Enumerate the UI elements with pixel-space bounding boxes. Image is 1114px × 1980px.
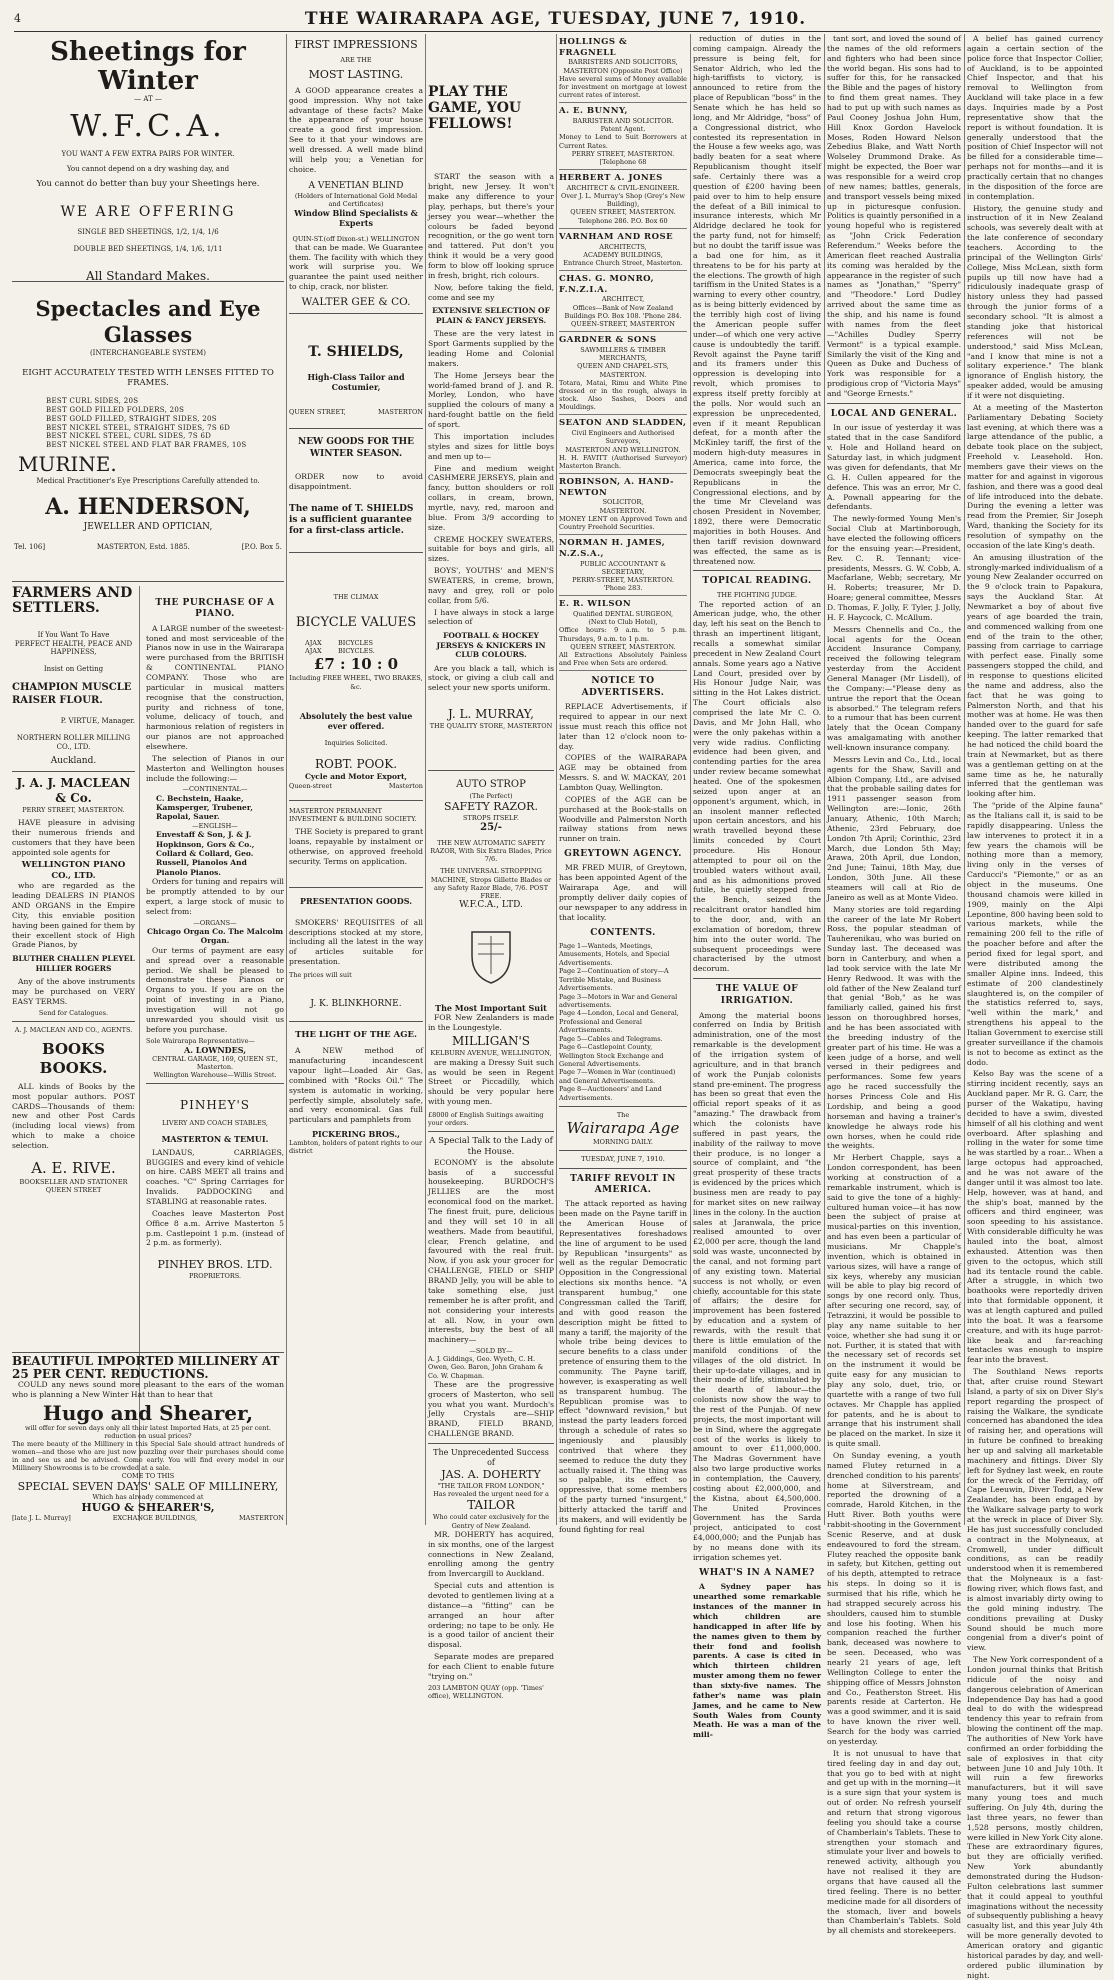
ad-text: AJAX AJAX — [305, 639, 322, 656]
ad-text: This importation includes styles and sizes for little boys and men up to— — [428, 431, 554, 461]
ad-brand: ROBT. POOK. — [314, 757, 398, 772]
ad-text: Fine and medium weight CASHMERE JERSEYS, plain and fancy, button shoulders or roll collars, in cream, brown, myrtle, navy, red, maroon and blue. From 3/9 according to size. — [428, 463, 554, 532]
ad-text: QUIN-ST.(off Dixon-st.) WELLINGTON — [292, 234, 420, 243]
ad-text: PERFECT HEALTH, PEACE AND HAPPINESS, — [14, 639, 133, 657]
card-text: ACADEMY BUILDINGS, — [583, 250, 663, 259]
ad-text: Special cuts and attention is devoted to gentlemen living at a distance—a "fitting" can be arranged an hour after ordering; no tape to be only. He is a good tailor of ancient their disposal. — [428, 1581, 554, 1650]
ad-text: DOUBLE BED SHEETINGS, 1/4, 1/6, 1/11 — [73, 244, 223, 253]
ad-text: 203 LAMBTON QUAY (opp. 'Times' office), WELLINGTON. — [428, 1683, 544, 1700]
card-title: SEATON AND SLADDEN, — [559, 418, 687, 429]
card-title: HERBERT A. JONES — [559, 173, 663, 184]
ad-text: LANDAUS, CARRIAGES, BUGGIES and every kind of vehicle on hire. CABS MEET all trains and coaches. "C" Spring Carriages for Invalids. PADDOCKING and STABLING at reasonable rates. — [146, 1147, 284, 1207]
ad-text: —ENGLISH— — [192, 821, 238, 830]
card-text: Civil Engineers and Authorised Surveyors, — [571, 429, 675, 446]
ad-text: HUGO & SHEARER'S, — [81, 1500, 215, 1514]
ad-text: that can be made. We Guarantee them. The facility with which they work will surprise you. We guarantee the paint used neither to chip, crack, nor blister. — [289, 242, 423, 292]
article-text: COPIES of the AGE can be purchased at the Book-stalls on Woodville and Palmerston North railway stations from news runner on train. — [559, 794, 687, 844]
ad-brand: A. E. RIVE. — [31, 1158, 116, 1177]
ad-text: A. LOWNDES, — [184, 1044, 246, 1055]
news-item: History, the genuine study and instruction of it in New Zealand schools, was severely dealt with at the late conference of secondary teachers. According to the principal of the Wellington Girls' College, Miss McLean, sixth form pupils up till now have had a ridiculously inadequate grasp of history unless they had passed through the junior forms of a secondary school. "It is almost a standing joke that historical references will not be understood," said Miss McLean, "and I know that mine is not a solitary experience." The blank ignorance of English history, the speaker added, would be amusing if it were not disquieting. — [967, 203, 1103, 400]
column-1 — [12, 34, 284, 1524]
price-list-item: BEST CURL SIDES, 20S — [46, 397, 139, 406]
ad-text: The Home Jerseys bear the world-famed brand of J. and R. Morley, London, who have supplied the colours of many a hard-fought battle on the field of sport. — [428, 370, 554, 430]
article-subhead: THE FIGHTING JUDGE. — [717, 591, 797, 600]
ad-text: KELBURN AVENUE, WELLINGTON, — [430, 1049, 552, 1058]
ad-text: STROPS ITSELF. — [463, 814, 519, 823]
ad-headline: J. A. J. MACLEAN & Co. — [16, 775, 131, 806]
crest-emblem — [428, 926, 554, 989]
ad-text: Absolutely the best value ever offered. — [299, 710, 413, 731]
ad-text: SMOKERS' REQUISITES of all descriptions stocked at my store, including all the latest in the way of articles suitable for presentation. — [289, 917, 423, 967]
ad-text: ECONOMY is the absolute basis of a successful housekeeping. BURDOCH'S JELLIES are the most economical food on the market. The finest fruit, pure, delicious and they will set 10 in all weathers. Made from beautiful, clear, French gelatine, and favoured with the real fruit. Now, if you ask your grocer for CHALLENGE, FIELD or SHIP BRAND Jelly, you will be able to take something else, just remember he is after profit, and not considering your interests at all. Now, in your own interests, buy the best of all machinery— — [428, 1157, 554, 1345]
ad-text: EXTENSIVE SELECTION OF PLAIN & FANCY JERSEYS. — [432, 306, 550, 325]
ad-text: You cannot depend on a dry washing day, and — [66, 164, 230, 173]
ad-text: BOOKSELLER AND STATIONER QUEEN STREET — [19, 1177, 128, 1194]
ad-text: MASTERTON — [238, 1513, 284, 1522]
card-text: Totara, Matai, Rimu and White Pine dressed or in the rough, always in stock. Also Sashes, Doors and Mouldings. — [559, 378, 687, 412]
contents-list — [559, 942, 687, 1102]
card-text: SAWMILLERS & TIMBER MERCHANTS, — [580, 345, 666, 363]
news-item: A belief has gained currency again a certain section of the police force that Inspector Collier, of Auckland, is to be appointed Chief Inspector, and that his removal to Wellington from Auckland will take place in a few days. Inquiries made by a Post representative show that the report is without foundation. It is generally understood that the position of Chief Inspector will not be filled for a considerable time—perhaps not for months—and it is practically certain that no changes in the disposition of the force are in contemplation. — [967, 34, 1103, 201]
ad-brand: SAFETY RAZOR. — [444, 800, 538, 814]
card-title: VARNHAM AND ROSE — [559, 231, 674, 242]
news-item: At a meeting of the Masterton Parliamentary Debating Society last evening, at which there was a large attendance of the public, a debate took place on the subject, Freehold v. Leasehold. Hon. members gave their views on the matter for and against in vigorous fashion, and there was a good deal of life introduced into the debate. During the evening a letter was read from the Premier, Sir Joseph Ward, thanking the Society for its resolution of sympathy on the occasion of the late King's death. — [967, 402, 1103, 550]
ad-text: MASTERTON, Estd. 1885. — [96, 543, 190, 552]
ad-text: If You Want To Have — [37, 630, 110, 639]
ad-text: will offer for seven days only all their latest Imported Hats, at 25 per cent. reduction on usual prices? — [25, 1423, 271, 1440]
ad-text: (The Perfect) — [469, 792, 513, 801]
news-item: Mr Herbert Chapple, says a London correspondent, has been working at construction of a remarkable instrument, which is said to give the tone of a highly-cultured human voice—it has now been the subject of praise at musical-parties on this invention, and has even been a particular of musicians. Mr Chapple's invention, which is obtained in various sizes, will have a range of six keys, whereby any musician will be able to play big record of songs by one record only. Thus, after securing one record, say, of Tetrazzini, it would be possible to play any name suitable to her voice, whether she had sung it or not. Further, it is stated that with the necessary set of records set on the instrument it would be quite easy for any musician to play any solo, duet, trio, or quartette with a range of two full octaves. Mr Chapple has applied for patents, and he is about to arrange that his instrument shall be placed on the market. In size it is quite small. — [827, 1153, 961, 1449]
professional-card — [559, 332, 687, 415]
article-text: The reported action of an American judge, who, the other day, left his seat on the Bench to thrash an impertinent litigant, recalls a somewhat similar precedent in New Zealand Court annals. Some years ago a Native Land Court, presided over by His Honour Judge Nair, was sitting in the Hot Lakes district. The Court officials also comprised the late Mr C. O. Davis, and Mr John Hall, who were the only pakehas within a very wide radius. Conflicting evidence had been given, and contending parties for the area under review became somewhat heated. One of the spokesmen seized upon anger at an opponent's argument, which, in an insolent manner reflected upon certain ancestors, and his wrath travelled beyond these limits conceded by Court procedure. His Honour attempted to pour oil on the troubled waters without avail, and as his admonitions proved futile, he quietly stepped from the Bench, seized the recalcitrant orator handled him to the door, and, with an exclamation of boredom, threw him into the outer world. The subsequent proceedings were characterised by the utmost decorum. — [693, 599, 821, 974]
ad-text: THE QUALITY STORE, MASTERTON — [429, 722, 553, 731]
ad-text: £8000 of English Suitings awaiting your orders. — [428, 1110, 544, 1128]
card-text: QUEEN STREET, MASTERTON. — [570, 208, 676, 217]
card-text: PUBLIC ACCOUNTANT & SECRETARY, — [579, 559, 667, 576]
article-text: reduction of duties in the coming campaign. Already the pressure is being felt, for Senator Aldrich, who led the high-tariffists to victory, is announced to retire from the place of Republican "boss" in the Senate which he has held so long, and Mr Aldridge, "boss" of a Congressional district, who contested its representation in the House a few weeks ago, was badly beaten for a seat where Republicanism thought itself safe. Certainly there was a question of £200 having been paid over to him to help ensure the defeat of a Bill inimical to insurance interests, which Mr Aldridge declared he took for the party fund, not for himself; but no doubt the tariff issue was a bad one for him, as it threatens to be for his party at the elections. The growth of high tariffism in the United States is a warning to every other country, as is being bitterly evidenced by the terribly high cost of living the American people suffer under—of which one very active cause is undoubtedly the tariff. Revolt against the Payne tariff and its framers under this oppression is developing into revolt, which promises to express itself pretty forcibly at the polls. Nor would such an expression be unprecedented, even if it meant Republican defeat, for a month after the McKinley tariff, the first of the modern high-duty measures in America, came into force, the Democrats sweepingly beat the Republicans in the Congressional elections, and by the time Mr Cleveland was chosen President in November, 1892, there were Democratic majorities in both Houses. And then tariff revision downward was effected, the same as is threatened now. — [693, 34, 821, 566]
news-item: Many stories are told regarding the career of the late Mr Robert Ross, the popular steadman of Tauherenikau, who was buried on Sunday last. The deceased was born in Canterbury, and when a lad took service with the late Mr Henry Redwood. It was with the old father of the New Zealand turf that genial "Bob," as he was familiarly called, gained his first lesson on thoroughbred horses, and he has been associated with the breeding industry of the greater part of his time. He was a keen judge of a horse, and well versed in their pedigrees and performances. Some few years ago he raced successfully the horses Princess Cole and His Lordship, and being a good horseman and having a trainer's knowledge he always rode his own horses, when he could ride the weights. — [827, 904, 961, 1151]
column-5 — [693, 34, 821, 1740]
ad-text: CREME HOCKEY SWEATERS, suitable for boys and girls, all sizes. — [428, 534, 554, 564]
professional-card — [559, 474, 687, 535]
card-text: Offices—Bank of New Zealand Buildings P.O. Box 108. 'Phone 284. — [564, 303, 682, 320]
ad-brand: J. L. MURRAY, — [448, 707, 534, 722]
ad-brand: PINHEY BROS. LTD. — [157, 1258, 273, 1272]
card-text: [Telephone 68 — [599, 157, 647, 166]
ad-text: Chicago Organ Co. The Malcolm Organ. — [146, 926, 284, 946]
ad-text: COULD any news sound more pleasant to the ears of the woman who is planning a New Winter Hat than to hear that — [12, 1380, 284, 1400]
news-item: Messrs Chennells and Co., the local agents for the Ocean Accident Insurance Company, received the following telegram yesterday from the Accident General Manager (Mr Lisdell), of the Company:—"Please deny as untrue the report that the Ocean is absorbed." The telegram refers to a rumour that has been current lately that the Ocean Company was amalgamating with another well-known insurance company. — [827, 624, 961, 752]
article-text: tant sort, and loved the sound of the names of the old reformers and fighters who had been since the world began. His sons had to suffer for this, for he ransacked the Bible and the pages of history to find them great names. They had to put up with such names as Paul Cooney Joshua John Hum, Hill Knox Gordon Havelock Moses, Roden Howard Nelson Zebedius Blake, and Watt North Wolseley Drummond Drake. As might be expected, the Boer war was responsible for a weird crop of new names; battles, generals, and transport vessels being mixed up in picturesque confusion. Politics is quaintly personified in a young hopeful who is registered as "John Crick Federation Referendum." Weeks before the American fleet reached Australia its coming was heralded by the appearance in the register of such names as "Jonathan," "Sperry" and "Theodore." Lord Dudley arrived about the same time as the ship, and his name is found with names from the fleet—"Achilles Dudley Sperry Vermont" is a typical example. Similarly the visit of the King and Queen as Duke and Duchess of York was responsible for a prodigious crop of "Victoria Mays" and "George Ernests." — [827, 34, 961, 398]
price-list-item: BEST NICKEL STEEL, STRAIGHT SIDES, 7S 6D — [46, 423, 231, 432]
ad-text: FOOTBALL & HOCKEY JERSEYS & KNICKERS IN CLUB COLOURS. — [436, 631, 546, 660]
ad-brand: T. SHIELDS, — [308, 344, 404, 361]
professional-card — [559, 229, 687, 271]
ad-subhead: WE ARE OFFERING — [60, 204, 236, 221]
ad-text: Are you black a tall, which is stock, or giving a club call and select your new sports uniform. — [428, 663, 554, 693]
ad-text: "THE TAILOR FROM LONDON," — [437, 1482, 545, 1490]
ad-headline: Spectacles and Eye Glasses — [35, 296, 261, 348]
ad-text: P. VIRTUE, Manager. — [60, 717, 135, 726]
article-text: REPLACE Advertisements, if required to appear in our next issue must reach this office not later than 12 o'clock noon to-day. — [559, 702, 687, 751]
news-item: The newly-formed Young Men's Social Club at Martinborough, have elected the following officers for the ensuing year:—President, Rev. C. R. Tennant; vice-presidents, Messrs. G. W. Cobb, A. Macfarlane, Webb; secretary, Mr H. Roberts; treasurer, Mr D. Hoare; general committee, Messrs D. Thomas, F. Jolly, F. Tyler, J. Jolly, H. F. Haycock, C. McAllum. — [827, 514, 961, 622]
ad-text: SPECIAL SEVEN DAYS' SALE OF MILLINERY, — [17, 1479, 279, 1493]
professional-card — [559, 596, 687, 671]
card-text: BARRISTERS AND SOLICITORS, — [568, 58, 678, 67]
professional-card — [559, 34, 687, 103]
ad-text: A. J. MACLEAN AND CO., AGENTS. — [14, 1025, 133, 1034]
ad-text: Queen-street — [289, 781, 332, 790]
ad-brand: W.F.C.A., LTD. — [459, 900, 523, 911]
article-headline: NOTICE TO ADVERTISERS. — [581, 676, 665, 698]
local-general-items — [827, 423, 961, 1936]
card-text: ARCHITECT & CIVIL-ENGINEER. — [566, 183, 680, 192]
ad-price: £7 : 10 : 0 — [313, 655, 399, 674]
ad-text: YOU WANT A FEW EXTRA PAIRS FOR WINTER. — [61, 149, 235, 158]
ad-text: All Standard Makes. — [86, 269, 210, 284]
card-text: PERRY-STREET, MASTERTON. — [572, 576, 674, 585]
price-list-item: BEST GOLD FILLED, STRAIGHT SIDES, 20S — [46, 414, 217, 423]
ad-text: NEW GOODS FOR THE WINTER SEASON. — [297, 437, 415, 459]
ad-text: Any of the above instruments may be purchased on VERY EASY TERMS. — [12, 977, 135, 1006]
article-text: The attack reported as having been made on the Payne tariff in the American House of Representatives foreshadows the line of argument to be used by Republican "insurgents" as well as the regular Democratic Opposition in the Congressional elections six months hence. "A transparent humbug," one Congressman called the Tariff, and with good reason the description might be fitted to many a tariff, the majority of the whole tribe being devices to secure benefits to a class under pretence of ensuring them to the community. The Payne tariff, however, is exasperating as well as transparent humbug. The Republican promise was to effect "downward revision," but instead the party leaders forced through a schedule of rates so ingeniously and plausibly contrived that where they seemed to reduce the duty they actually raised it. The thing was so palpable, its effect so oppressive, that some members of the party turned "insurgent," bitterly attacked the tariff and its makers, and will evidently be found fighting for real — [559, 1199, 687, 1534]
ad-headline: PRESENTATION GOODS. — [300, 895, 412, 906]
ad-text: High-Class Tailor and Costumier, — [307, 371, 405, 392]
professional-cards — [559, 34, 687, 671]
article-headline: THE VALUE OF IRRIGATION. — [715, 984, 799, 1006]
ad-brand: JAS. A. DOHERTY — [441, 1468, 541, 1482]
ad-text: Who could cater exclusively for the Gentry of New Zealand. — [432, 1513, 550, 1530]
card-text: QUEEN STREET, MASTERTON. — [570, 642, 676, 651]
ad-headline: BEAUTIFUL IMPORTED MILLINERY AT 25 PER CENT. REDUCTIONS. — [12, 1354, 280, 1381]
ad-headline: The Most Important Suit — [435, 1002, 547, 1013]
masthead-small: The — [616, 1111, 630, 1120]
contents-heading: CONTENTS. — [590, 927, 656, 938]
ad-price: 25/- — [480, 822, 502, 834]
ad-text: Medical Practitioner's Eye Prescriptions Carefully attended to. — [36, 477, 260, 486]
ad-text: Auckland. — [50, 755, 97, 766]
ad-text: LIVERY AND COACH STABLES, — [162, 1119, 268, 1128]
ad-text: A VENETIAN BLIND — [308, 180, 404, 191]
ad-text: Orders for tuning and repairs will be promptly attended to by our expert, a large stock of music to select from: — [146, 877, 284, 916]
ad-text: Sole Wairarapa Representative— — [146, 1036, 255, 1045]
card-title: GARDNER & SONS — [559, 335, 657, 346]
ad-text: THE Society is prepared to grant loans, repayable by instalment or otherwise, on approved freehold security. Terms on application. — [289, 827, 423, 866]
ad-text: QUEEN STREET, — [289, 407, 346, 416]
ad-headline: A Special Talk to the Lady of the House. — [429, 1136, 553, 1158]
card-title: A. E. BUNNY, — [559, 106, 628, 117]
professional-card — [559, 103, 687, 170]
ad-text: EIGHT ACCURATELY TESTED WITH LENSES FITTED TO FRAMES. — [22, 367, 274, 389]
card-text: Qualified DENTAL SURGEON, — [572, 610, 674, 619]
ad-headline: Sheetings for Winter — [50, 37, 246, 96]
ad-headline: FIRST IMPRESSIONS — [294, 38, 418, 51]
ad-brand: WALTER GEE & CO. — [301, 295, 411, 308]
ad-headline: BOOKS BOOKS. — [39, 1040, 108, 1077]
wfca-sheetings-ad — [12, 34, 284, 282]
ad-text: START the season with a bright, new Jersey. It won't make any difference to your play, perhaps, but there's your jersey you wear—whether the colours be faded beyond recognition, or the go went torn and tattered. Put don't you think it would be a very good form to blow off looking spruce in fresh, bright, rich colours. — [428, 172, 554, 280]
ad-text: MURINE. — [18, 452, 117, 476]
news-item: An amusing illustration of the strongly-marked individualism of a young New Zealander occurred on the 9 o'clock train to Papakura, says the Auckland Star. At Newmarket a boy of about five years of age boarded the train, and commenced walking from one end of the train to the other, passing from carriage to carriage with perfect ease. Finally some passengers stopped the child, and in response to questions elicited the name and address, also the fact that he was going to Palmerston North, and that his mother was at home. He was then handed over to the guard for safe keeping. The latter remarked that he had noticed the child board the train at Newmarket, but as there was a gentleman getting on at the same time as he, he naturally inferred that the gentleman was looking after him. — [967, 552, 1103, 799]
card-text: Patent Agent. — [600, 125, 646, 134]
ad-headline: PLAY THE GAME, YOU FELLOWS! — [428, 84, 522, 133]
ad-text: Our terms of payment are easy and spread over a reasonable period. We shall be pleased to demonstrate these Pianos or Organs to you. If you are on the point of investing in a Piano, investigation will not go unrewarded you should visit us before you purchase. — [146, 945, 284, 1034]
card-text: Money to Lend to Suit Borrowers at Current Rates. — [559, 133, 687, 150]
card-title: E. R. WILSON — [559, 599, 632, 610]
ad-text: WELLINGTON PIANO CO., LTD. — [21, 859, 126, 881]
card-text: MASTERTON. — [599, 506, 647, 515]
masthead-title: THE WAIRARAPA AGE, TUESDAY, JUNE 7, 1910. — [304, 8, 807, 29]
masthead-sub: MORNING DAILY. — [593, 1138, 653, 1147]
card-text: ARCHITECTS, — [599, 242, 647, 251]
ad-text: (INTERCHANGEABLE SYSTEM) — [89, 348, 207, 357]
ad-brand: J. K. BLINKHORNE. — [310, 999, 402, 1010]
price-list-item: BEST NICKEL STEEL AND FLAT BAR FRAMES, 10S — [46, 441, 247, 450]
ad-text: A NEW method of manufacturing incandescent vapour light—Loaded Air Gas, combined with "Rocks Oil." The system is automatic in working, perfectly simple, absolutely safe, and very economical. Gas full particulars and pamphlets from — [289, 1046, 423, 1125]
ad-brand: A. HENDERSON, — [45, 494, 251, 520]
news-item: The New York correspondent of a London journal thinks that British ridicule of the noisy and dangerous celebration of American Independence Day has had a good deal to do with the widespread tendency this year to refrain from blowing the continent off the map. The authorities of New York have confirmed an order forbidding the sale of explosives in that city between June 10 and July 10th. It will ruin a few fireworks manufacturers, but it will save many young toes and much suffering. On July 4th, during the last three years, no fewer than 1,528 persons, mostly children, were killed in New York City alone. These are extraordinary figures, but they are officially verified. New York abundantly demonstrated during the Hudson-Fulton celebrations last summer that it could appeal to youthful imaginations without the necessity of subsequently publishing a heavy casualty list, and this year July 4th will be more generally devoted to American oratory and gigantic historical parades by day, and well-ordered public illumination by night. — [967, 1655, 1103, 1980]
column-6 — [827, 34, 961, 1936]
ad-text: Inquiries Solicited. — [324, 738, 388, 747]
ad-text: Which has already commenced at — [92, 1492, 204, 1501]
ad-text: A GOOD appearance creates a good impression. Why not take advantage of these facts? Make the appearance of your house create a good first impression. See to it that your windows are well dressed. A well made blind will help you; a Venetian for choice. — [289, 85, 423, 174]
card-text: (Next to Club Hotel), — [588, 618, 658, 627]
ad-text: THE CLIMAX — [333, 592, 379, 601]
ad-brand: Hugo and Shearer, — [42, 1400, 254, 1425]
card-text: QUEEN-STREET, MASTERTON — [571, 320, 675, 329]
ad-headline: THE LIGHT OF THE AGE. — [295, 1029, 417, 1040]
ad-text: MR. DOHERTY has acquired, in six months, one of the largest connections in New Zealand, enrolling among the gentry from Invercargill to Auckland. — [428, 1529, 554, 1579]
card-title: HOLLINGS & FRAGNELL — [559, 37, 628, 58]
card-text: Entrance Church Street, Masterton. — [563, 258, 683, 267]
ad-text: —CONTINENTAL— — [182, 785, 248, 794]
contents-item: Page 2—Continuation of story—A Terrible Mistake, and Business Advertisements. — [559, 967, 669, 993]
ad-text: —SOLD BY— — [469, 1347, 513, 1356]
news-item: Kelso Bay was the scene of a stirring incident recently, says an Auckland paper. Mr R. G. Carr, the purser of the Wakatipu, having decided to have a swim, divested himself of all his clothing and went overboard. After splashing and rolling in the water for some time he was startled by a roar... When a large octopus had approached, and he was not aware of the danger until it was almost too late. Help, however, was at hand, and the ship's boat, manned by the officers and third engineer, was soon speeding to his assistance. With considerable difficulty he was hauled into the boat, almost exhausted. Attention was then given to the octopus, which still had its tentacle round the cable. After a struggle, in which two boathooks were reportedly driven into that formidable opponent, it was at length captured and pulled into the boat. It was a fearsome creature, and with its huge parrot-like beak and far-reaching tentacles was enough to inspire fear into the bravest. — [967, 1069, 1103, 1365]
ad-text: Tel. 106] — [14, 543, 46, 552]
ad-text: COME TO THIS — [121, 1471, 175, 1480]
ad-text: EXCHANGE BUILDINGS, — [112, 1513, 198, 1522]
ad-text: Window Blind Specialists & Experts — [294, 208, 418, 229]
ad-text: CENTRAL GARAGE, 169, QUEEN ST., Masterton. — [152, 1054, 278, 1071]
card-text: 'Phone 283. — [603, 584, 643, 593]
card-text: ARCHITECT, — [601, 295, 645, 304]
page-number: 4 — [14, 12, 21, 25]
article-headline: GREYTOWN AGENCY. — [564, 849, 682, 860]
contents-item: Page 6—Castlepoint County, Wellington Stock Exchange and General Advertisements. — [559, 1043, 664, 1069]
ad-text: MASTERTON & TEMUI. — [161, 1133, 269, 1144]
hugo-shearer-ad — [12, 1352, 284, 1526]
ad-text: ALL kinds of Books by the most popular authors. POST CARDS—Thousands of them: new and other Post Cards (including local views) from which to make a choice selection. — [12, 1081, 135, 1151]
news-item: In our issue of yesterday it was stated that in the case Sandiford v. Hole and Holland heard on Saturday last, in which judgment was given for defendants, that Mr G. H. Cullen appeared for the defence. This was an error, Mr C. A. Pownall appearing for the defendants. — [827, 423, 961, 512]
spectacles-ad — [12, 282, 284, 582]
ad-text: BOYS', YOUTHS' and MEN'S SWEATERS, in creme, brown, navy and grey, roll or polo collar, from 5/6. — [428, 566, 554, 605]
ad-text: [late J. L. Murray] — [12, 1513, 71, 1522]
crest-icon — [466, 926, 516, 986]
ad-text: The mere beauty of the Millinery in this Special Sale should attract hundreds of women—and those who are just now puzzling over their purchases should come in and see us and be advised. Come early. You will find every model in our Millinery Showrooms is to be crowded at a sale. — [12, 1439, 284, 1472]
ad-text: You cannot do better than buy your Sheetings here. — [36, 179, 260, 190]
ad-text: THE NEW AUTOMATIC SAFETY RAZOR, With Six Extra Blades, Price 7/6. — [430, 838, 552, 864]
card-text: Have several sums of Money available for investment on mortgage at lowest current rates of interest. — [559, 74, 687, 100]
card-text: QUEEN AND CHAPEL-STS, MASTERTON. — [577, 362, 669, 379]
article-headline: THE PURCHASE OF A PIANO. — [155, 598, 275, 620]
ad-text: PERRY STREET, MASTERTON. — [22, 806, 125, 815]
ad-text: BLUTHER CHALLEN PLEYEL HILLIER ROGERS — [12, 954, 135, 973]
price-list — [14, 397, 282, 450]
ad-headline: AUTO STROP — [456, 779, 526, 791]
ad-text: who are regarded as the leading DEALERS IN PIANOS AND ORGANS in the Empire City, this enviable position having been gained for them by their excellent stock of High Grade Pianos, by — [12, 881, 135, 950]
card-title: NORMAN H. JAMES, N.Z.S.A., — [559, 538, 666, 559]
ad-headline: FARMERS AND SETTLERS. — [12, 585, 133, 617]
page-header — [14, 6, 1100, 32]
contents-item: Page 3—Motors in War and General advertisements. — [559, 992, 678, 1009]
professional-card — [559, 535, 687, 596]
ad-text: JEWELLER AND OPTICIAN, — [83, 521, 213, 532]
ad-text: Send for Catalogues. — [38, 1008, 109, 1017]
article-headline: LOCAL AND GENERAL. — [830, 408, 958, 419]
ad-text: I have always in stock a large selection of — [428, 607, 554, 627]
ad-brand: PICKERING BROS., — [312, 1129, 400, 1140]
news-item: Messrs Levin and Co., Ltd., local agents for the Shaw, Savill and Albion Company, Ltd., are advised that the probable sailing dates for 1911 passenger season from Wellington are:—Ionic, 26th January, Athenic, 10th March; Athenic, 23rd February, doe London 7th April; Corinthic, 23rd March, due London 5th May; Arawa, 20th April, due London, 2nd June; Tainui, 18th May, due London, 30th June. All these steamers will call at Rio de Janeiro as well as at Monte Video. — [827, 754, 961, 902]
ad-text: [P.O. Box 5. — [241, 543, 282, 552]
ad-text: Coaches leave Masterton Post Office 8 a.m. Arrive Masterton 5 p.m. Castlepoint 1 p.m. (instead of 2 p.m. as formerly). — [146, 1208, 284, 1248]
ad-text: HAVE pleasure in advising their numerous friends and customers that they have been appointed sole agents for — [12, 818, 135, 857]
ad-text: Cycle and Motor Export, — [304, 772, 408, 782]
column-7 — [967, 34, 1103, 1980]
card-text: MONEY LENT on Approved Town and Country Freehold Securities. — [559, 514, 687, 532]
professional-card — [559, 271, 687, 332]
card-text: MASTERTON (Opposite Post Office) — [563, 66, 683, 75]
ad-text: MASTERTON — [377, 407, 423, 416]
article-headline: TOPICAL READING. — [702, 576, 812, 587]
contents-item: Page 7—Women in War (continued) and General Advertisements. — [559, 1068, 676, 1085]
card-text: PERRY STREET, MASTERTON. — [571, 149, 675, 158]
article-text: Among the material boons conferred on India by British administration, one of the most remarkable is the development of the irrigation system of agriculture, and in that branch of work the Punjab colonists stand pre-eminent. The progress has been so great that even the official report speaks of it as "amazing." The drawback from which the colonists have suffered in past years, the inability of the railway to move their produce, is no longer a source of complaint, and "the great prosperity of these tracts is evidenced by the prices which business men are ready to pay for market sites on new railway lines in the colony. In the auction sales at Jaranwala, the price realised amounted to over £2,000 per acre, though the land sold was waste, unconnected by the canal, and not forming part of any existing town. Material success is not wholly, or even chiefly, accountable for this state of affairs; the desire for improvement has been fostered by education and a system of rewards, with the result that there is little emulation of the manifold conditions of the villages of the old district. In their up-to-date villages, and in their mode of life, stimulated by the dearth of labour—the colonists now show the way to the rest of the Punjab. Of new projects, the most important will be in Sind, where the aggregate cost of the works is likely to amount to over £11,000,000. The Madras Government have also two large productive works in contemplation, the Cauvery, costing about £2,000,000, and the Kistna, about £4,500,000. The United Provinces Government has the Sarda project, anticipated to cost £4,000,000; and the Punjab has by no means done with its irrigation schemes yet. — [693, 1010, 821, 1562]
ad-text: The name of T. SHIELDS is a sufficient guarantee for a first-class article. — [289, 503, 414, 537]
article-headline: TARIFF REVOLT IN AMERICA. — [570, 1173, 676, 1195]
card-text: Over J. L. Murray's Shop (Grey's New Building), — [561, 192, 685, 209]
ad-text: SINGLE BED SHEETINGS, 1/2, 1/4, 1/6 — [77, 227, 219, 236]
ad-text: Has revealed the urgent need for a — [433, 1490, 549, 1499]
ad-headline: MASTERTON PERMANENT INVESTMENT & BUILDING SOCIETY. — [289, 806, 417, 823]
ad-brand: W.F.C.A. — [70, 109, 226, 144]
ad-text: Masterton — [388, 781, 423, 790]
article-headline: WHAT'S IN A NAME? — [699, 1567, 815, 1578]
column-2 — [289, 34, 423, 1524]
ad-text: These are the very latest in Sport Garments supplied by the leading Home and Colonial makers. — [428, 329, 554, 368]
contents-item: Page 5—Cables and Telegrams. — [559, 1034, 663, 1043]
ad-headline: The Unprecedented Success of — [433, 1447, 549, 1468]
ad-text: CHAMPION MUSCLE RAISER FLOUR. — [12, 682, 132, 706]
card-text: All Extractions Absolutely Painless and Free when Sets are ordered. — [559, 651, 687, 668]
ad-text: A LARGE number of the sweetest-toned and most serviceable of the Pianos now in use in the Wairarapa were purchased from the BRITISH & CONTINENTAL PIANO COMPANY. Those who are particular in musical matters recognise that the construction, purity and richness of tone, volume, delicacy of touch, and harmonious relation of registers in our pianos are not approached elsewhere. — [146, 623, 284, 751]
ad-text: Including FREE WHEEL, TWO BRAKES, &c. — [289, 674, 423, 691]
ad-text: Wellington Warehouse—Willis Street. — [153, 1071, 277, 1080]
article-text: COPIES of the WAIRARAPA AGE may be obtained from Messrs. S. and W. MACKAY, 201 Lambton Quay, Wellington. — [559, 753, 687, 792]
ad-text: —ORGANS— — [193, 918, 237, 927]
ad-text: These are the progressive grocers of Masterton, who sell you what you want. Murdoch's Jelly Crystals are—SHIP BRAND, FIELD BRAND, CHALLENGE BRAND. — [428, 1379, 554, 1439]
contents-item: Page 1—Wanteds, Meetings, Amusements, Hotels, and Special Advertisements. — [559, 941, 670, 967]
card-title: CHAS. G. MONRO, F.N.Z.I.A. — [559, 274, 655, 295]
professional-card — [559, 170, 687, 229]
news-item: On Sunday evening, a youth named Flutey returned in a drenched condition to his parents' home at Silverstream, and reported the drowning of a comrade, Harold Kitchen, in the Hutt River. Both youths were rabbit-shooting in the Government Scenic Reserve, and at dusk endeavoured to ford the stream. Flutey reached the opposite bank in safety, but Kitchen, getting out of his depth, attempted to retrace his steps. In doing so it is surmised that his rifle, which he had strapped securely across his shoulders, caused him to stumble and lose his footing. When his companion reached the further bank, deceased was nowhere to be seen. Deceased, who was nearly 21 years of age, left Wellington College to enter the shipping office of Messrs Johnston and Co., Featherston Street. His parents reside at Carterton. He was a good swimmer, and it is said to have known the river well. Search for the body was carried on yesterday. — [827, 1451, 961, 1746]
column-4 — [559, 34, 687, 1534]
ad-text: FOR New Zealanders is made in the Loungestyle. — [428, 1012, 554, 1032]
article-text: A Sydney paper has unearthed some remarkable instances of the manner in which children are handicapped in after life by the names given to them by their fond and foolish parents. A case is cited in which thirteen children muster among them no fewer than sixty-five names. The father's name was plain James, and he came to New South Wales from County Meath. He was a man of the mili- — [693, 1582, 821, 1740]
ad-text: The selection of Pianos in our Masterton and Wellington houses include the following:— — [146, 753, 284, 783]
card-text: Telephone 286. P.O. Box 60 — [578, 216, 668, 225]
newspaper-name: Wairarapa Age — [566, 1119, 680, 1138]
contents-item: Page 8—Auctioneers' and Land Advertisements. — [559, 1085, 662, 1102]
ad-brand: MILLIGAN'S — [452, 1034, 530, 1049]
card-title: ROBINSON, A. HAND-NEWTON — [559, 477, 675, 498]
ad-text: Insist on Getting — [43, 665, 104, 674]
ad-text: — AT — — [134, 95, 162, 104]
ad-text: A. J. Giddings, Geo. Wyeth, C. H. Owen, Geo. Baron, John Graham & Co. W. Chapman. — [428, 1355, 544, 1380]
ad-text: Now, before taking the field, come and see my — [428, 282, 554, 302]
ad-text: Lambton, holders of patent rights to our district — [289, 1139, 423, 1156]
ad-text: TAILOR — [467, 1498, 515, 1513]
professional-card — [559, 415, 687, 474]
news-item: The "pride of the Alpine fauna" as the Italians call it, is said to be rapidly disappearing. Unless the law intervenes to protect it in a few years the chamois will be nothing more than a memory, living only in the verses of Carducci's "Piemonte," or as an object in the museums. One thousand chamois were killed in 1909, mainly on the Alpi Lepontine, 800 having been sold to various markets, while the remaining 200 fell to the rifle of the poacher before and after the period fixed for legal sport, and were distributed among the smaller Alpine inns. Indeed, this estimate of 200 clandestinely slaughtered is, on the compiler of the statistics referred to, says, "well within the mark," and strengthens his appeal to the Italian Government to exercise still greater surveillance if the chamois is not to become as extinct as the dodo. — [967, 801, 1103, 1067]
ad-text: PROPRIETORS. — [188, 1272, 242, 1281]
ad-text: are making a Dressy Suit such as would be seen in Regent Street or Piccadilly, which should be very popular here with young men. — [428, 1057, 554, 1107]
ad-text: Separate modes are prepared for each Client to enable future "trying on." — [428, 1652, 554, 1681]
ad-text: C. Bechstein, Haake, Kamsperger, Trubener, Rapolai, Sauer. — [156, 793, 253, 822]
ad-headline: MOST LASTING. — [308, 68, 404, 82]
ad-text: ARE THE — [340, 55, 372, 64]
ad-text: BICYCLES BICYCLES. — [337, 639, 375, 656]
ad-text: (Holders of International Gold Medal and Certificates) — [294, 191, 418, 209]
ad-text: THE UNIVERSAL STROPPING MACHINE, Strops Gillette Blades or any Safety Razor Blade, 7/6. POST FREE. — [430, 867, 552, 900]
news-item: It is not unusual to have that tired feeling day in and day out, that you go to bed with at night and get up with in the morning—it is a sure sign that your system is out of order. No refresh yourself and return that strong vigorous feeling you should take a course of Chamberlain's Tablets. These to strengthen your stomach and stimulate your liver and bowels to renewed activity, although you have not realised it they are organs that have caused all the tired feeling. There is no better medicine made for all disorders of the stomach, liver and bowels than Chamberlain's Tablets. Sold by all chemists and storekeepers. — [827, 1748, 961, 1936]
card-text: MASTERTON AND WELLINGTON. — [565, 445, 681, 454]
contents-item: Page 4—London, Local and General, Professional and General Advertisements. — [559, 1009, 679, 1035]
card-text: SOLICITOR, — [602, 498, 644, 507]
price-list-item: BEST GOLD FILLED FOLDERS, 20S — [46, 405, 185, 414]
issue-date: TUESDAY, JUNE 7, 1910. — [581, 1155, 665, 1164]
card-text: Office hours: 9 a.m. to 5 p.m. Thursdays, 9 a.m. to 1 p.m. — [559, 626, 687, 643]
news-item: The Southland News reports that, after cruise round Stewart Island, a party of six on Diver Sly's report regarding the prospect of raising the Walkare, the syndicate concerned has abandoned the idea of raising her, and operations will in future be confined to breaking her up and salving all marketable machinery and fittings. Diver Sly left for Sydney last week, en route for the wreck of the Ferriday, off Cape Leeuwin, Diver Todd, a New Zealander, has been engaged by the Walkare salvage party to work at the wreck in place of Diver Sly. He has just successfully concluded a contract in the Molyneaux, at Cromwell, under difficult conditions, as can be readily understood when it is remembered that the Molyneaux is a fast-flowing river, which flows fast, and is almost invariably dirty owing to the gold mining industry. The conditions prevailing at Dusky Sound should be much more congenial from a diver's point of view. — [967, 1367, 1103, 1653]
card-text: H. H. FAVITT (Authorised Surveyor) Masterton Branch. — [559, 453, 687, 470]
ad-headline: BICYCLE VALUES — [295, 614, 417, 630]
ad-text: ORDER now to avoid disappointment. — [289, 471, 423, 491]
price-list-item: BEST NICKEL STEEL, CURL SIDES, 7S 6D — [46, 432, 212, 441]
ad-text: NORTHERN ROLLER MILLING CO., LTD. — [16, 734, 131, 751]
ad-text: Envestaff & Son, J. & J. Hopkinson, Gors & Co., Collard & Collard, Geo. Russell, Pianolos And Pianolo Pianos. — [156, 830, 255, 877]
ad-text: The prices will suit — [289, 971, 352, 979]
article-text: MR FRED MUIR, of Greytown, has been appointed Agent of the Wairarapa Age, and will promptly deliver daily copies of our newspaper to any address in that locality. — [559, 863, 687, 922]
ad-headline: PINHEY'S — [180, 1098, 250, 1113]
column-3 — [428, 34, 554, 1700]
card-text: BARRISTER AND SOLICITOR. — [572, 117, 674, 126]
